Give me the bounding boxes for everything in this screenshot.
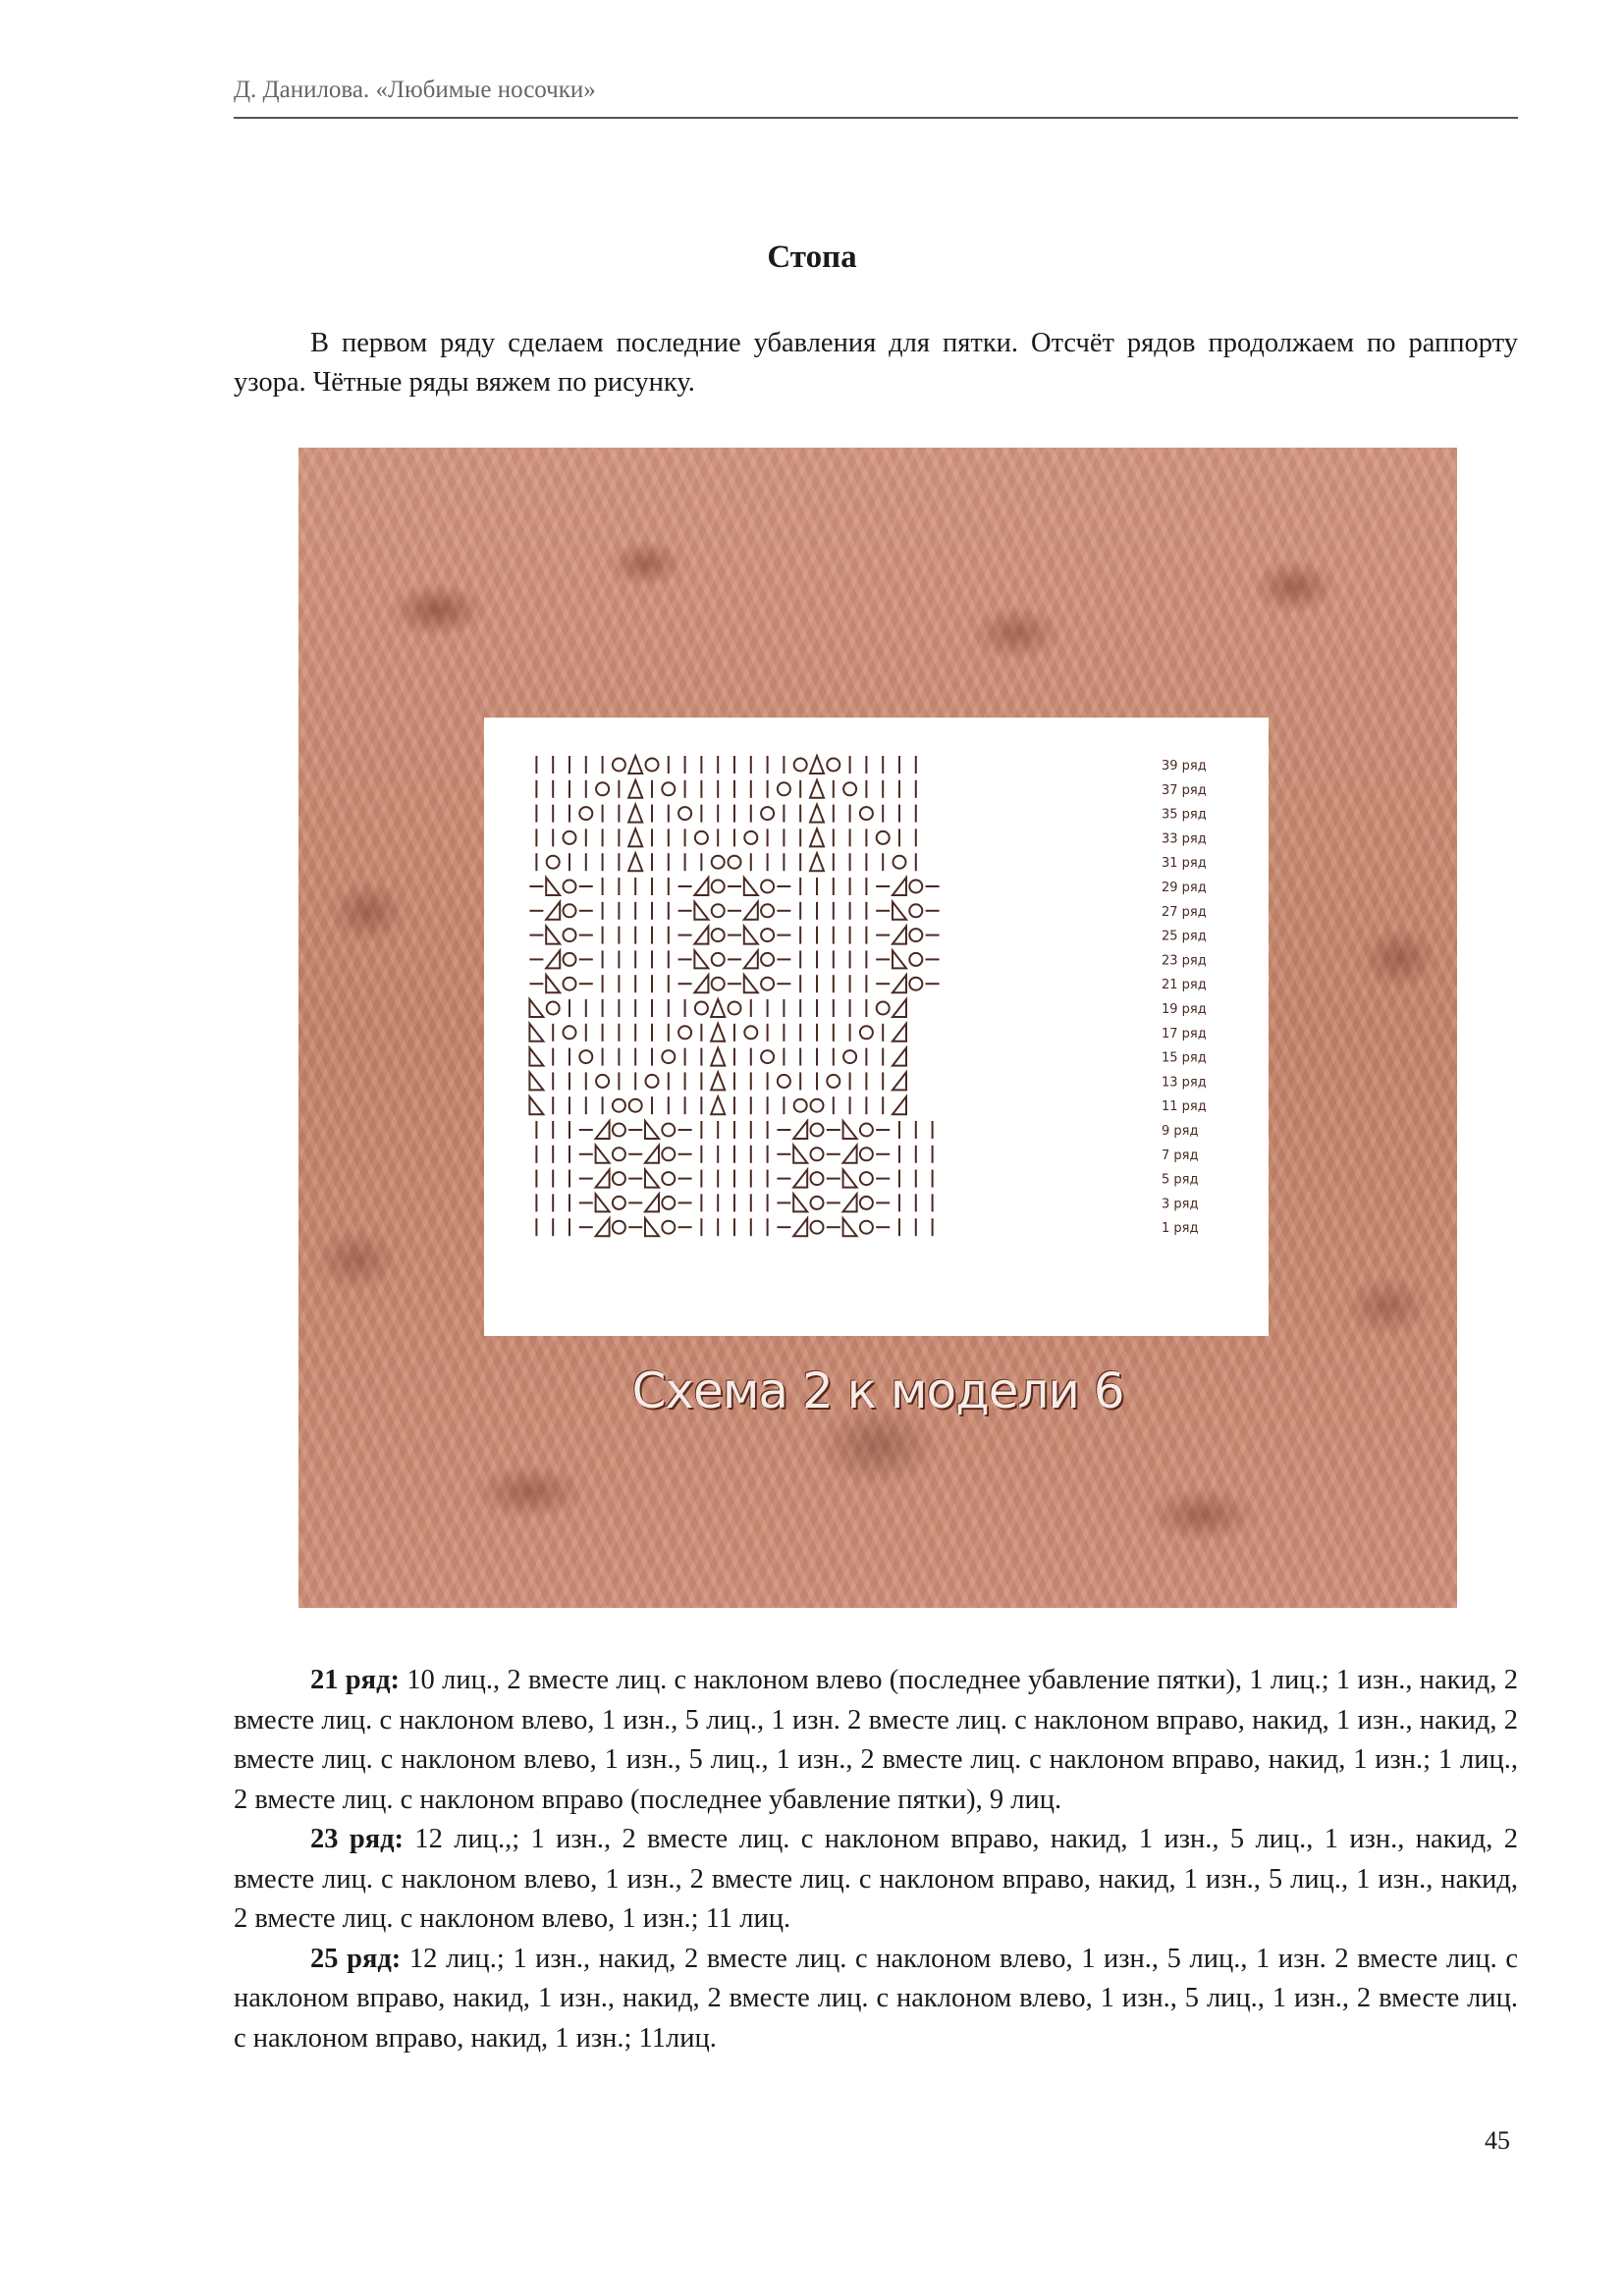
double-decrease-stitch [711, 1048, 725, 1066]
row-number-label: 39 ряд [1162, 759, 1207, 774]
decrease-left-stitch [596, 1170, 610, 1188]
yarn-over-stitch [613, 1221, 625, 1234]
decrease-left-stitch [694, 975, 708, 992]
row-number-label: 13 ряд [1162, 1075, 1207, 1091]
yarn-over-stitch [794, 759, 807, 772]
figure-knitted-background [298, 448, 1457, 1608]
instruction-row-25 [234, 1940, 1518, 2059]
chart-row [536, 828, 915, 846]
decrease-left-stitch [694, 927, 708, 944]
chart-row [529, 927, 939, 944]
decrease-left-stitch [893, 975, 906, 992]
yarn-over-stitch [564, 978, 576, 990]
yarn-over-stitch [860, 1172, 873, 1185]
yarn-over-stitch [909, 978, 922, 990]
row-text: 12 лиц.; 1 изн., накид, 2 вместе лиц. с наклоном влево, 1 изн., 5 лиц., 1 изн. 2 вместе лиц. с наклоном вправо, накид, 1 изн., накид, 2 вместе лиц. с наклоном влево, 1 изн., 5 лиц., 1 изн., 2 вместе лиц. с наклоном вправо, накид, 1 изн.; 11лиц. [234, 1943, 1518, 2054]
yarn-over-stitch [827, 759, 839, 772]
decrease-right-stitch [546, 878, 560, 895]
decrease-left-stitch [546, 950, 560, 968]
yarn-over-stitch [613, 1172, 625, 1185]
decrease-right-stitch [744, 878, 758, 895]
decrease-left-stitch [893, 1024, 906, 1041]
double-decrease-stitch [810, 805, 824, 823]
yarn-over-stitch [596, 782, 609, 795]
chart-row [536, 1170, 932, 1188]
decrease-right-stitch [694, 950, 708, 968]
row-label: 21 ряд: [310, 1665, 400, 1695]
yarn-over-stitch [860, 807, 873, 820]
double-decrease-stitch [711, 1096, 725, 1114]
chart-row [529, 999, 906, 1017]
yarn-over-stitch [877, 1002, 890, 1015]
double-decrease-stitch [810, 853, 824, 871]
yarn-over-stitch [712, 856, 725, 869]
row-text: 10 лиц., 2 вместе лиц. с наклоном влево (последнее убавление пятки), 1 лиц.; 1 изн., накид, 2 вместе лиц. с наклоном влево, 1 изн., 5 лиц., 1 изн. 2 вместе лиц. с наклоном вправо, накид, 1 изн., накид, 2 вместе лиц. с наклоном влево, 1 изн., 5 лиц., 1 изн., 2 вместе лиц. с наклоном вправо, накид, 1 изн.; 1 лиц., 2 вместе лиц. с наклоном вправо (последнее убавление пятки), 9 лиц. [234, 1665, 1518, 1815]
chart-row [536, 1218, 932, 1236]
row-number-label: 1 ряд [1162, 1221, 1199, 1237]
decrease-right-stitch [793, 1146, 807, 1163]
instruction-row-21 [234, 1661, 1518, 1820]
yarn-over-stitch [729, 856, 741, 869]
chart-row [536, 756, 915, 774]
decrease-right-stitch [529, 1048, 543, 1066]
decrease-left-stitch [546, 902, 560, 920]
knitting-chart [484, 718, 1269, 1336]
decrease-right-stitch [596, 1194, 610, 1211]
yarn-over-stitch [909, 953, 922, 966]
yarn-over-stitch [564, 881, 576, 893]
decrease-left-stitch [843, 1146, 857, 1163]
yarn-over-stitch [761, 978, 774, 990]
row-number-label: 25 ряд [1162, 929, 1207, 944]
yarn-over-stitch [678, 807, 691, 820]
row-number-label: 35 ряд [1162, 807, 1207, 823]
yarn-over-stitch [712, 978, 725, 990]
yarn-over-stitch [695, 831, 708, 844]
decrease-right-stitch [843, 1218, 857, 1236]
yarn-over-stitch [662, 1050, 675, 1063]
yarn-over-stitch [811, 1124, 824, 1137]
double-decrease-stitch [711, 1072, 725, 1090]
figure-caption: Схема 2 к модели 6 [631, 1362, 1124, 1419]
yarn-over-stitch [678, 1026, 691, 1039]
chart-row [536, 1194, 932, 1211]
decrease-right-stitch [645, 1218, 659, 1236]
decrease-right-stitch [744, 975, 758, 992]
decrease-right-stitch [744, 927, 758, 944]
decrease-right-stitch [529, 1072, 543, 1090]
yarn-over-stitch [579, 1050, 592, 1063]
decrease-left-stitch [893, 1048, 906, 1066]
row-number-label: 19 ряд [1162, 1002, 1207, 1017]
decrease-right-stitch [546, 927, 560, 944]
decrease-left-stitch [893, 927, 906, 944]
double-decrease-stitch [711, 1024, 725, 1041]
chart-row [536, 853, 915, 871]
yarn-over-stitch [613, 1099, 625, 1112]
yarn-over-stitch [564, 831, 576, 844]
yarn-over-stitch [613, 1148, 625, 1160]
chart-panel [484, 718, 1269, 1336]
row-number-label: 7 ряд [1162, 1148, 1199, 1163]
decrease-left-stitch [893, 1096, 906, 1114]
row-number-label: 37 ряд [1162, 782, 1207, 798]
yarn-over-stitch [761, 929, 774, 941]
decrease-right-stitch [596, 1146, 610, 1163]
instruction-row-23 [234, 1820, 1518, 1940]
decrease-right-stitch [694, 902, 708, 920]
yarn-over-stitch [811, 1099, 824, 1112]
double-decrease-stitch [810, 756, 824, 774]
yarn-over-stitch [811, 1148, 824, 1160]
decrease-left-stitch [893, 878, 906, 895]
row-number-label: 15 ряд [1162, 1050, 1207, 1066]
double-decrease-stitch [628, 780, 642, 798]
decrease-left-stitch [744, 950, 758, 968]
chart-row [529, 950, 939, 968]
decrease-left-stitch [744, 902, 758, 920]
row-number-label: 5 ряд [1162, 1172, 1199, 1188]
yarn-over-stitch [662, 1124, 675, 1137]
row-number-label: 33 ряд [1162, 831, 1207, 847]
yarn-over-stitch [860, 1148, 873, 1160]
row-number-label: 21 ряд [1162, 978, 1207, 993]
yarn-over-stitch [646, 1075, 659, 1088]
page-number: 45 [1485, 2126, 1510, 2155]
chart-row [529, 975, 939, 992]
yarn-over-stitch [662, 1221, 675, 1234]
yarn-over-stitch [564, 929, 576, 941]
yarn-over-stitch [729, 1002, 741, 1015]
chart-row [536, 805, 915, 823]
double-decrease-stitch [628, 853, 642, 871]
yarn-over-stitch [843, 1050, 856, 1063]
yarn-over-stitch [761, 1050, 774, 1063]
yarn-over-stitch [579, 807, 592, 820]
yarn-over-stitch [761, 807, 774, 820]
yarn-over-stitch [909, 929, 922, 941]
double-decrease-stitch [810, 828, 824, 846]
decrease-left-stitch [596, 1218, 610, 1236]
yarn-over-stitch [778, 782, 790, 795]
row-label: 25 ряд: [310, 1943, 402, 1974]
decrease-right-stitch [843, 1170, 857, 1188]
yarn-over-stitch [843, 782, 856, 795]
decrease-right-stitch [546, 975, 560, 992]
yarn-over-stitch [613, 759, 625, 772]
decrease-right-stitch [529, 999, 543, 1017]
chart-row [536, 1121, 932, 1139]
decrease-left-stitch [793, 1218, 807, 1236]
chart-row [529, 878, 939, 895]
row-instructions [234, 1661, 1518, 2058]
yarn-over-stitch [744, 1026, 757, 1039]
yarn-over-stitch [860, 1026, 873, 1039]
row-number-label: 3 ряд [1162, 1197, 1199, 1212]
double-decrease-stitch [711, 999, 725, 1017]
yarn-over-stitch [547, 856, 560, 869]
yarn-over-stitch [909, 881, 922, 893]
decrease-right-stitch [529, 1024, 543, 1041]
intro-paragraph: В первом ряду сделаем последние убавления для пятки. Отсчёт рядов продолжаем по раппорту узора. Чётные ряды вяжем по рисунку. [234, 328, 1518, 398]
yarn-over-stitch [778, 1075, 790, 1088]
yarn-over-stitch [712, 953, 725, 966]
double-decrease-stitch [628, 828, 642, 846]
yarn-over-stitch [860, 1124, 873, 1137]
yarn-over-stitch [744, 831, 757, 844]
decrease-left-stitch [694, 878, 708, 895]
row-number-label: 9 ряд [1162, 1124, 1199, 1139]
yarn-over-stitch [613, 1124, 625, 1137]
row-number-label: 17 ряд [1162, 1026, 1207, 1041]
double-decrease-stitch [810, 780, 824, 798]
yarn-over-stitch [761, 881, 774, 893]
decrease-left-stitch [843, 1194, 857, 1211]
header-rule [234, 117, 1518, 119]
yarn-over-stitch [877, 831, 890, 844]
row-number-label: 27 ряд [1162, 904, 1207, 920]
decrease-right-stitch [843, 1121, 857, 1139]
row-number-label: 23 ряд [1162, 953, 1207, 969]
yarn-over-stitch [761, 953, 774, 966]
decrease-right-stitch [893, 902, 906, 920]
chart-row [529, 902, 939, 920]
yarn-over-stitch [629, 1099, 642, 1112]
decrease-left-stitch [645, 1194, 659, 1211]
yarn-over-stitch [761, 904, 774, 917]
decrease-left-stitch [893, 1072, 906, 1090]
decrease-right-stitch [645, 1170, 659, 1188]
chart-row [529, 1048, 906, 1066]
double-decrease-stitch [628, 756, 642, 774]
yarn-over-stitch [662, 1197, 675, 1209]
yarn-over-stitch [811, 1221, 824, 1234]
yarn-over-stitch [794, 1099, 807, 1112]
yarn-over-stitch [893, 856, 906, 869]
yarn-over-stitch [909, 904, 922, 917]
chart-row [536, 1146, 932, 1163]
decrease-right-stitch [793, 1194, 807, 1211]
row-number-label: 29 ряд [1162, 881, 1207, 895]
decrease-left-stitch [793, 1170, 807, 1188]
chart-row [529, 1072, 906, 1090]
row-number-label: 31 ряд [1162, 856, 1207, 872]
decrease-left-stitch [793, 1121, 807, 1139]
yarn-over-stitch [613, 1197, 625, 1209]
decrease-left-stitch [893, 999, 906, 1017]
yarn-over-stitch [564, 1026, 576, 1039]
yarn-over-stitch [811, 1197, 824, 1209]
yarn-over-stitch [662, 782, 675, 795]
yarn-over-stitch [662, 1148, 675, 1160]
chart-row [529, 1096, 906, 1114]
yarn-over-stitch [646, 759, 659, 772]
decrease-right-stitch [645, 1121, 659, 1139]
decrease-left-stitch [596, 1121, 610, 1139]
yarn-over-stitch [811, 1172, 824, 1185]
yarn-over-stitch [860, 1221, 873, 1234]
yarn-over-stitch [596, 1075, 609, 1088]
row-label: 23 ряд: [310, 1824, 405, 1854]
row-text: 12 лиц.,; 1 изн., 2 вместе лиц. с наклоном вправо, накид, 1 изн., 5 лиц., 1 изн., накид, 2 вместе лиц. с наклоном влево, 1 изн., 2 вместе лиц. с наклоном вправо, накид, 1 изн., 5 лиц., 1 изн., накид, 2 вместе лиц. с наклоном влево, 1 изн.; 11 лиц. [234, 1824, 1518, 1934]
yarn-over-stitch [712, 904, 725, 917]
running-header: Д. Данилова. «Любимые носочки» [234, 77, 596, 103]
double-decrease-stitch [628, 805, 642, 823]
yarn-over-stitch [695, 1002, 708, 1015]
decrease-right-stitch [529, 1096, 543, 1114]
yarn-over-stitch [662, 1172, 675, 1185]
chart-row [529, 1024, 906, 1041]
yarn-over-stitch [860, 1197, 873, 1209]
chart-row [536, 780, 915, 798]
yarn-over-stitch [827, 1075, 839, 1088]
yarn-over-stitch [712, 929, 725, 941]
row-number-label: 11 ряд [1162, 1099, 1207, 1115]
yarn-over-stitch [712, 881, 725, 893]
yarn-over-stitch [564, 904, 576, 917]
decrease-right-stitch [893, 950, 906, 968]
yarn-over-stitch [547, 1002, 560, 1015]
yarn-over-stitch [564, 953, 576, 966]
decrease-left-stitch [645, 1146, 659, 1163]
section-title: Стопа [767, 240, 857, 275]
